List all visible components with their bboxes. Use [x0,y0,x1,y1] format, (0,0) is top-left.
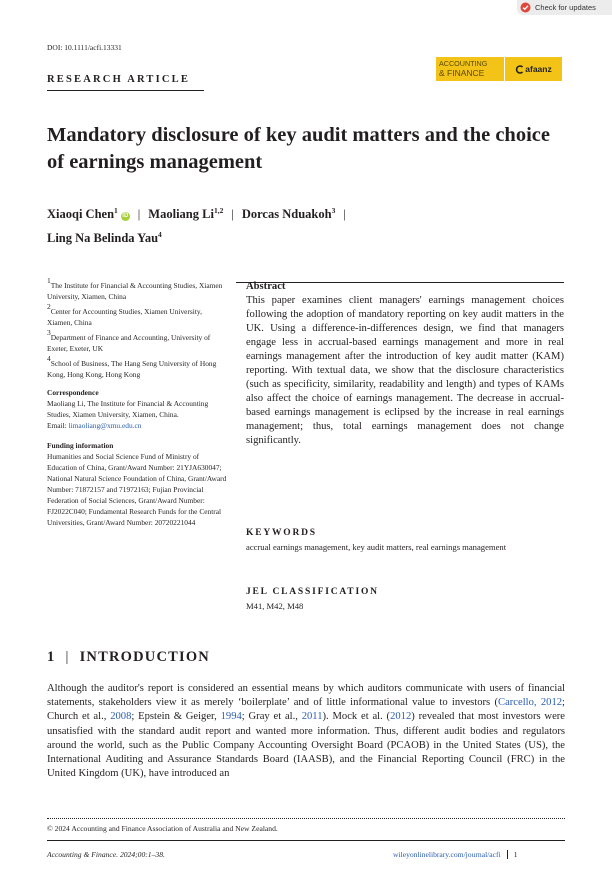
abstract [246,280,564,448]
email-link[interactable]: limaoliang@xmu.edu.cn [68,421,142,430]
keywords: accrual earnings management, key audit matters, real earnings management [246,542,507,552]
section-heading [47,649,210,666]
doi[interactable]: DOI: 10.1111/acfi.13331 [47,43,122,52]
jel-codes: M41, M42, M48 [246,601,304,611]
check-for-updates-button[interactable] [517,0,612,15]
divider [47,818,565,819]
citation-link[interactable]: 1994 [220,711,242,723]
funding-text: Humanities and Social Science Fund of Ministry of Education of China, Grant/Award Number: 21YJA630047; National Natural Science Foundation of China, Grant/Award Number: 71872157 and 71972163; Fujian Provincial Federation of Social Sciences, Grant/Award Number: FJ2022C040; Fundamental Research Funds for the Central Universities, Grant/Award Number: 20720221044 [47,452,227,527]
divider [47,90,204,91]
footer-journal: Accounting & Finance. 2024;00:1–38. [47,850,165,859]
abstract-text: This paper examines client managers' earnings management choices following the adoption of mandatory reporting on key audit matters in the UK. Using a difference-in-differences design, we find that managers engage less in accrual-based earnings management and more in real earnings management after the introduction of key audit matter (KAM) reporting. With textual data, we show that the disclosure characteristics (such as specificity, similarity, readability and length) and types of KAMs also affect the choice of earnings management. The decrease in accrual-based earnings management is eclipsed by the increase in real earnings management; thus, total earnings management does not change significantly. [246,295,564,446]
jel-heading: JEL CLASSIFICATION [246,587,379,597]
check-updates-icon [520,2,531,13]
affiliation: $^2$Center for Accounting Studies, Xiamen University, Xiamen, China [47,302,202,327]
citation-link[interactable]: Carcello, 2012 [498,697,563,709]
section-title: INTRODUCTION [79,649,210,665]
sidebar-info [47,276,227,528]
check-for-updates-label: Check for updates [535,3,596,12]
journal-url-link[interactable]: wileyonlinelibrary.com/journal/acfi [393,850,501,859]
journal-name [436,57,504,81]
funding-heading: Funding information [47,441,114,450]
section-number: 1 [47,649,56,665]
author-separator: | [137,207,141,221]
journal-name-line2: & FINANCE [439,67,485,78]
citation-link[interactable]: 2012 [390,711,412,723]
citation-link[interactable]: 2011 [301,711,323,723]
correspondence-text: Maoliang Li, The Institute for Financial & Accounting Studies, Xiamen University, Xiamen, China. [47,399,209,419]
partner-logo [504,57,562,81]
journal-name-line1: ACCOUNTING [439,59,488,68]
intro-paragraph: Although the auditor's report is considered an essential means by which auditors communicate with users of financial statements, stakeholders view it as merely ‘boilerplate’ and of little informational value to investors (Carcello, 2012; Church et al., 2008; Epstein & Geiger, 1994; Gray et al., 2011). Mock et al. (2012) revealed that most investors were unsatisfied with the standard audit report and wanted more information. Thus, different audit bodies and regulators around the world, such as the Public Company Accounting Oversight Board (PCAOB) in the United States (US), the International Auditing and Assurance Standards Board (IAASB), and the Financial Reporting Council (FRC) in the United Kingdom (UK), have introduced an [47,683,565,780]
affiliation: $^1$The Institute for Financial & Accounting Studies, Xiamen University, Xiamen, China [47,276,223,301]
divider [47,840,565,841]
affiliation: $^3$Department of Finance and Accounting, University of Exeter, Exeter, UK [47,328,211,353]
author-name[interactable]: Dorcas Nduakoh$^3$ [241,206,336,221]
abstract-heading: Abstract [246,281,286,292]
author-separator: | [231,207,234,221]
section-separator: | [65,649,70,665]
copyright: © 2024 Accounting and Finance Association of Australia and New Zealand. [47,824,278,833]
author-name[interactable]: Xiaoqi Chen$^1$ [47,206,118,221]
orcid-icon[interactable]: iD [122,213,129,219]
affiliation: $^4$School of Business, The Hang Seng University of Hong Kong, Hong Kong, Hong Kong [47,354,217,379]
author-list [47,207,354,222]
journal-logo[interactable] [436,57,562,81]
keywords-heading: KEYWORDS [246,528,317,538]
author-separator: | [343,207,346,221]
author-name[interactable]: Maoliang Li$^{1,2}$ [148,206,224,221]
partner-name: afaanz [525,64,552,74]
author-name[interactable]: Ling Na Belinda Yau$^4$ [47,230,162,245]
author-list-continued [47,231,162,246]
correspondence-email-row: Email: limaoliang@xmu.edu.cn [47,421,142,430]
article-title: Mandatory disclosure of key audit matters and the choice of earnings management [47,124,550,173]
page-number: 1 [507,850,518,859]
afaanz-icon [515,65,524,74]
citation-link[interactable]: 2008 [110,711,132,723]
footer-right [393,850,517,859]
correspondence-heading: Correspondence [47,388,99,397]
article-type: RESEARCH ARTICLE [47,74,191,85]
